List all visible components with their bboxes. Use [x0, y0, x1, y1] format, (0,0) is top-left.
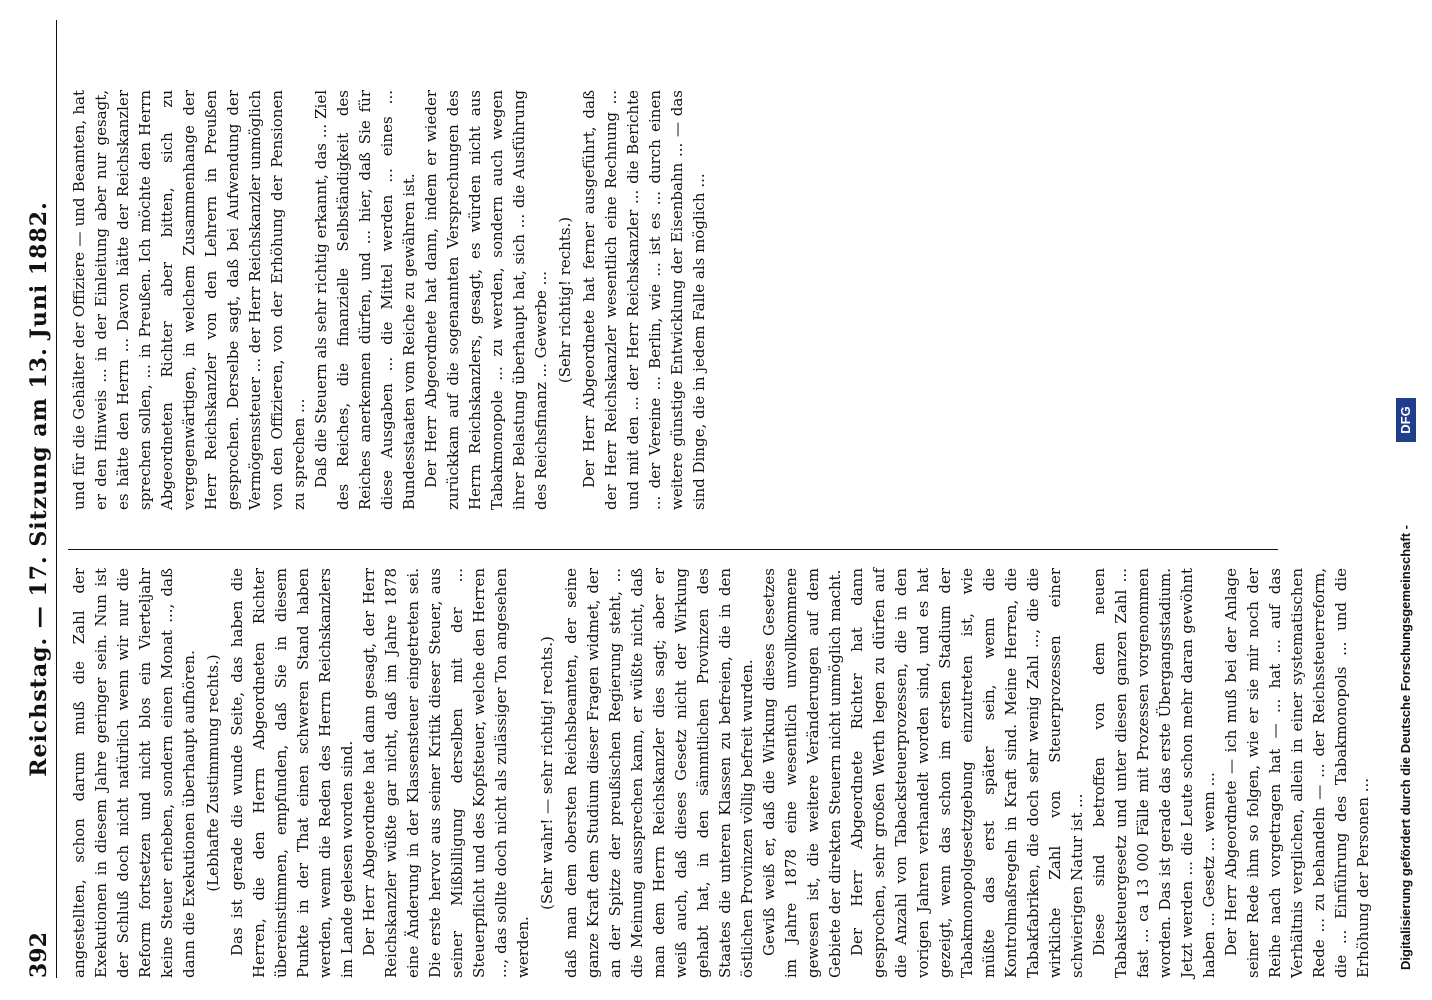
- paragraph: Der Herr Abgeordnete hat dann gesagt, der Herr Reichskanzler wüßte gar nicht, daß im Jahre 1878 eine Änderung in der Klassensteuer eingetreten sei. Die erste hervor aus seiner Kritik dieser Steuer, aus seiner Mißbilligung derselben mit der ... Steuerpflicht und des Kopfsteuer, welche den Herren ..., das sollte doch nicht als zulässiger Ton angesehen werden.: [360, 568, 532, 978]
- stage-direction: (Lebhafte Zustimmung rechts.): [204, 654, 222, 892]
- stage-direction: (Sehr richtig! rechts.): [556, 216, 574, 384]
- paragraph: Der Herr Abgeordnete — ich muß bei der Anlage seiner Rede ihm so folgen, wie er sie mir noch der Reihe nach vorgetragen hat — ... hat ... auf das Verhältnis verglichen, allein in einer systematischen Rede ... zu behandeln — ... der Reichssteuerreform, die ... Einführung des Tabakmonopols ... und die Erhöhung der Personen ...: [1222, 568, 1372, 978]
- paragraph: Das ist gerade die wunde Seite, das haben die Herren, die den Herrn Abgeordneten Richter übereinstimmen, empfunden, daß Sie in diesem Punkte in der That einen schweren Stand haben werden, wenn die Reden des Herrn Reichskanzlers im Lande gelesen worden sind.: [228, 568, 356, 978]
- dfg-logo: DFG: [1396, 398, 1416, 442]
- digitization-credit: Digitalisierung gefördert durch die Deutsche Forschungsgemeinschaft -: [1398, 525, 1413, 970]
- paragraph: daß man dem obersten Reichsbeamten, der seine ganze Kraft dem Studium dieser Fragen widmet, der an der Spitze der preußischen Regierung steht, ... die Meinung aussprechen kann, er wüßte nicht, daß man dem Herrn Reichskanzler dies sagt; aber er weiß auch, daß dieses Gesetz nicht der Wirkung gehabt hat, in den sämmtlichen Provinzen des Staates die unteren Klassen zu befreien, die in den östlichen Provinzen völlig befreit wurden.: [562, 568, 756, 978]
- paragraph: und für die Gehälter der Offiziere — und Beamten, hat er den Hinweis ... in der Einleitung aber nur gesagt, es hätte den Herrn ... Davon hätte der Reichskanzler sprechen sollen, ... in Preußen. Ich möchte den Herrn Abgeordneten Richter aber bitten, sich zu vergegenwärtigen, in welchem Zusammenhange der Herr Reichskanzler von den Lehrern in Preußen gesprochen. Derselbe sagt, daß bei Aufwendung der Vermögenssteuer ... der Herr Reichskanzler unmöglich von den Offizieren, von der Erhöhung der Pensionen zu sprechen ...: [70, 90, 308, 510]
- paragraph: Der Herr Abgeordnete hat dann, indem er wieder zurückkam auf die sogenannten Versprechungen des Herrn Reichskanzlers, gesagt, es würden nicht aus Tabakmonopole ... zu werden, sondern auch wegen ihrer Belastung überhaupt hat, sich ... die Ausführung des Reichsfinanz ... Gewerbe ...: [422, 90, 550, 510]
- paragraph: Gewiß weiß er, daß die Wirkung dieses Gesetzes im Jahre 1878 eine wesentlich unvollkommene gewesen ist, die weitere Veränderungen auf dem Gebiete der direkten Steuern nicht unmöglich macht.: [760, 568, 844, 978]
- paragraph: Diese sind betroffen von dem neuen Tabaksteuergesetz und unter diesen ganzen Zahl ... fast ... ca 13 000 Fälle mit Prozessen vorgenommen worden. Das ist gerade das erste Übergangsstadium. Jetzt werden ... die Leute schon mehr daran gewöhnt haben ... Gesetz ... wenn ...: [1090, 568, 1218, 978]
- paragraph: Daß die Steuern als sehr richtig erkannt, das ... Ziel des Reiches, die finanzielle Selbständigkeit des Reiches anerkennen dürfen, und ... hier, daß Sie für diese Ausgaben ... die Mittel werden ... eines ... Bundesstaaten vom Reiche zu gewähren ist.: [312, 90, 418, 510]
- footer: [1392, 30, 1422, 970]
- left-column: [68, 568, 1372, 978]
- paragraph: angestellten, schon darum muß die Zahl der Exekutionen in diesem Jahre geringer sein. Nun ist der Schluß doch nicht natürlich wenn wir nur die Reform fortsetzen und nicht blos ein Vierteljahr keine Steuer erheben, sondern einen Monat ..., daß dann die Exekutionen überhaupt aufhören.: [70, 568, 198, 978]
- running-header: [22, 20, 57, 978]
- page-number: 392: [26, 932, 52, 978]
- running-title: Reichstag. — 17. Sitzung am 13. Juni 1882.: [26, 201, 52, 777]
- column-divider: [68, 549, 1278, 550]
- stage-direction: (Sehr wahr! — sehr richtig! rechts.): [538, 636, 556, 910]
- paragraph: Der Herr Abgeordnete Richter hat dann gesprochen, sehr großen Werth legen zu dürfen auf die Anzahl von Tabacksteuerprozessen, die in den vorigen Jahren verhandelt worden sind, und es hat gezeigt, wenn das schon im ersten Stadium der Tabakmonopolgesetzgebung einzutreten ist, wie müßte das erst später sein, wenn die Kontrolmaßregeln in Kraft sind. Meine Herren, die Tabakfabriken, die doch sehr wenig Zahl ..., die die wirkliche Zahl von Steuerprozessen einer schwierigen Natur ist ...: [848, 568, 1086, 978]
- right-column: [68, 90, 1328, 510]
- paragraph: Der Herr Abgeordnete hat ferner ausgeführt, daß der Herr Reichskanzler wesentlich eine Rechnung ... und mit den ... der Herr Reichskanzler ... die Berichte ... der Vereine ... Berlin, wie ... ist es ... durch einen weitere günstige Entwicklung der Eisenbahn ... — das sind Dinge, die in jedem Falle als möglich ...: [580, 90, 708, 510]
